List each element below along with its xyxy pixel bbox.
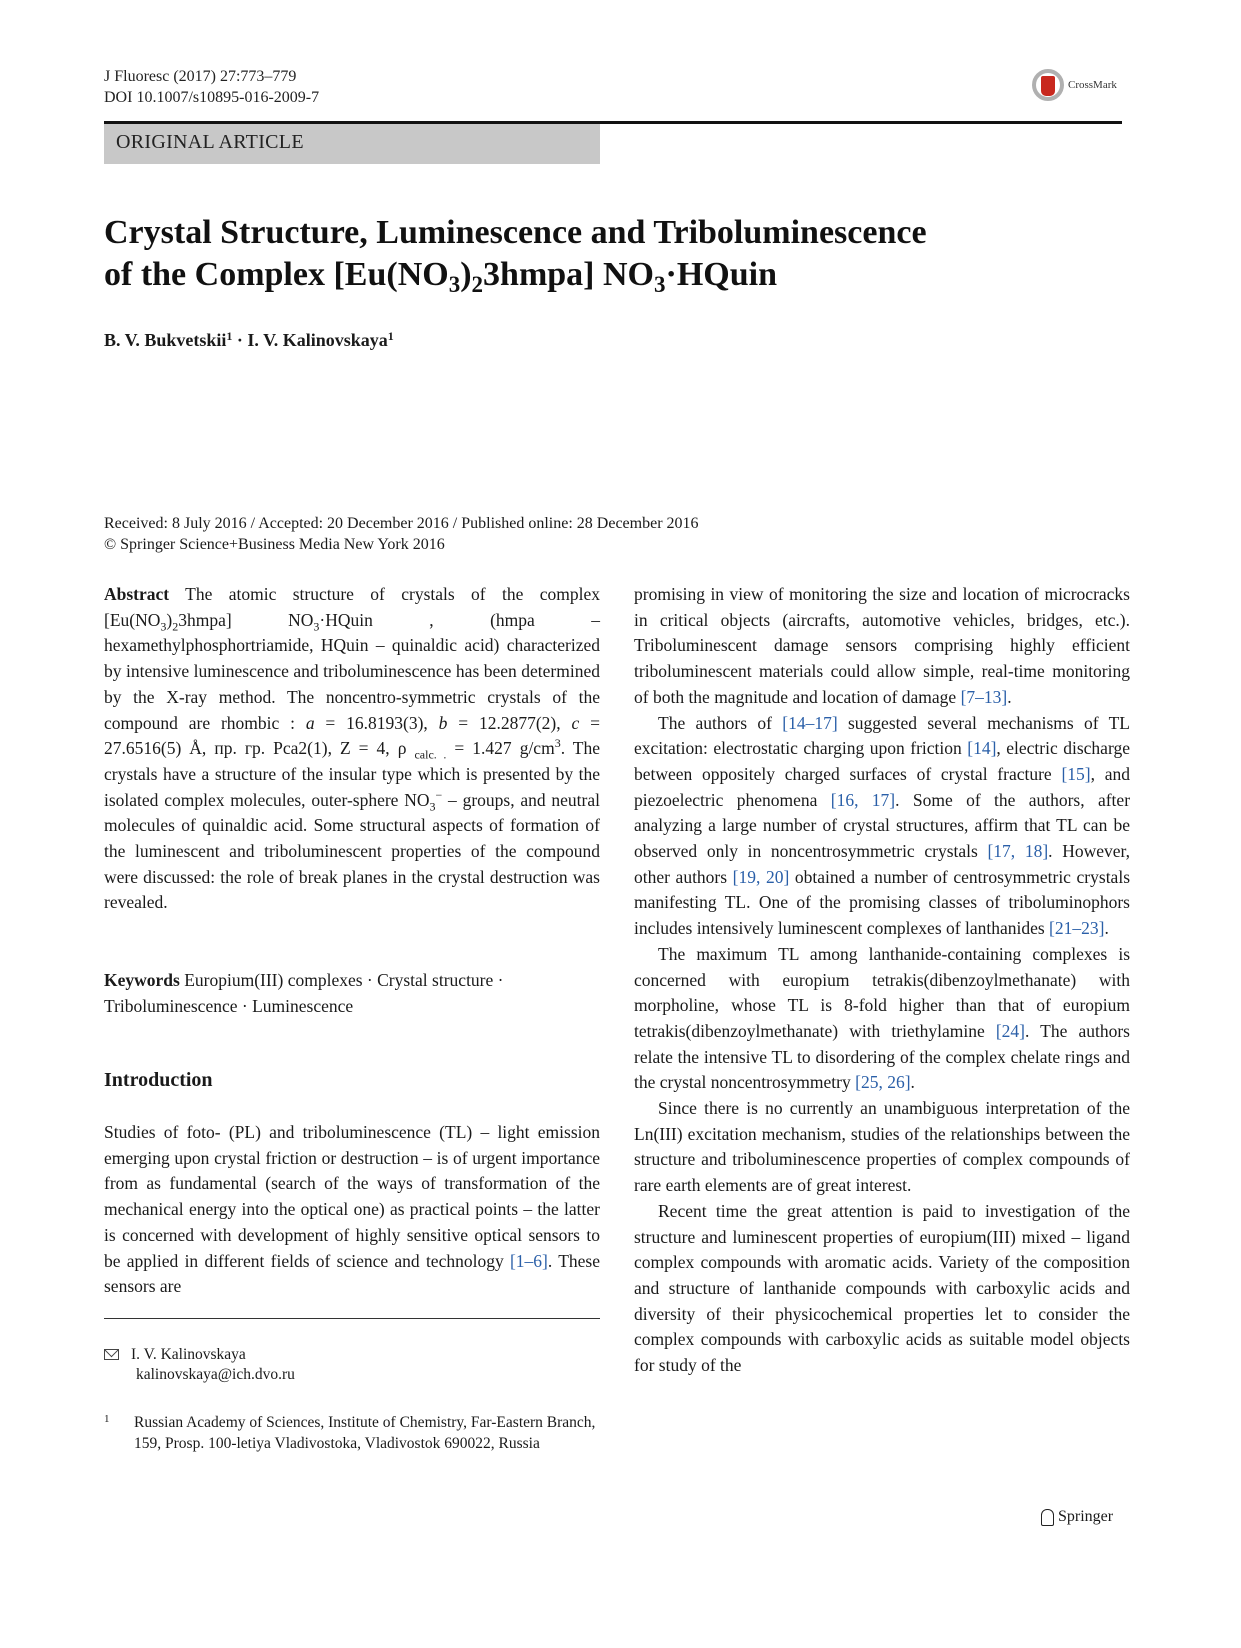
author-affiliation-mark: 1 [387, 329, 394, 343]
citation-link[interactable]: [14–17] [782, 712, 838, 733]
citation-link[interactable]: [25, 26] [855, 1072, 911, 1093]
introduction-heading: Introduction [104, 1069, 213, 1091]
publication-dates [104, 513, 699, 555]
author-list [104, 329, 394, 351]
publisher-logo [1041, 1508, 1113, 1526]
corresponding-author [104, 1345, 295, 1385]
keywords [104, 968, 600, 1019]
abstract-label: Abstract [104, 584, 170, 604]
author-separator: · [232, 330, 248, 350]
journal-info [104, 66, 319, 108]
citation-link[interactable]: [15] [1061, 763, 1091, 784]
author-name[interactable]: I. V. Kalinovskaya [247, 330, 388, 350]
crossmark-icon [1032, 69, 1064, 101]
publisher-name: Springer [1058, 1508, 1114, 1525]
citation-link[interactable]: [24] [995, 1020, 1025, 1041]
citation-link[interactable]: [1–6] [509, 1250, 548, 1271]
author-name[interactable]: B. V. Bukvetskii [104, 330, 227, 350]
footnote-rule [104, 1318, 600, 1319]
citation-link[interactable]: [7–13] [960, 686, 1008, 707]
title-line-1: Crystal Structure, Luminescence and Triboluminescence [104, 214, 927, 251]
article-title [104, 212, 1064, 296]
keywords-label: Keywords [104, 970, 180, 990]
affiliation-text: Russian Academy of Sciences, Institute of Chemistry, Far-Eastern Branch, 159, Prosp. 100-letiya Vladivostoka, Vladivostok 690022, Russia [134, 1414, 596, 1452]
citation-link[interactable]: [14] [967, 738, 997, 759]
affiliation-footnote [104, 1412, 600, 1454]
citation-link[interactable]: [19, 20] [732, 866, 790, 887]
citation-link[interactable]: [17, 18] [987, 841, 1049, 862]
journal-citation: J Fluoresc (2017) 27:773–779 [104, 68, 297, 85]
introduction-text: Studies of foto- (PL) and triboluminescence (TL) – light emission emerging upon crystal friction or destruction – is of urgent importance from as fundamental (search of the ways of transformation of the mechanical energy into the optical one) as practical points – the latter is concerned with development of highly sensitive optical sensors to be applied in different fields of science and technology [1–6]. These sensors are [104, 1122, 601, 1297]
paragraph: The authors of [14–17] suggested several mechanisms of TL excitation: electrostatic charging upon friction [14], electric discharge between oppositely charged surfaces of crystal fracture [15], and piezoelectric phenomena [16, 17]. Some of the authors, after analyzing a large number of crystal structures, affirm that TL can be observed only in noncentrosymmetric crystals [17, 18]. However, other authors [19, 20] obtained a number of centrosymmetric crystals manifesting TL. One of the promising classes of triboluminophors includes intensively luminescent complexes of lanthanides [21–23]. [634, 712, 1131, 939]
contact-email[interactable]: kalinovskaya@ich.dvo.ru [136, 1366, 295, 1383]
paragraph: The maximum TL among lanthanide-containing complexes is concerned with europium tetrakis(dibenzoylmethanate) with morpholine, whose TL is 8-fold higher than that of europium tetrakis(dibenzoylmethanate) with triethylamine [24]. The authors relate the intensive TL to disordering of the complex chelate rings and the crystal noncentrosymmetry [25, 26]. [634, 943, 1130, 1093]
paragraph: promising in view of monitoring the size and location of microcracks in critical objects (aircrafts, automotive vehicles, bridges, etc.). Triboluminescent damage sensors comprising highly efficient triboluminescent materials could allow simple, real-time monitoring of both the magnitude and location of damage [7–13]. [634, 584, 1130, 707]
crossmark-label: CrossMark [1068, 79, 1117, 91]
envelope-icon [104, 1349, 119, 1360]
crossmark-badge[interactable] [1032, 69, 1117, 101]
paragraph: Since there is no currently an unambiguous interpretation of the Ln(III) excitation mechanism, studies of the relationships between the structure and triboluminescence properties of complex compounds of rare earth elements are of great interest. [634, 1098, 1130, 1196]
doi[interactable]: DOI 10.1007/s10895-016-2009-7 [104, 89, 320, 106]
copyright-line: © Springer Science+Business Media New York 2016 [104, 536, 445, 553]
author-affiliation-mark: 1 [226, 329, 233, 343]
section-label: ORIGINAL ARTICLE [116, 131, 304, 153]
right-column-text [634, 582, 1130, 1379]
abstract: Abstract The atomic structure of crystals of the complex $[Eu(NO_3)_23hmpa]$ $NO_3\cdot HQuin$ , (hmpa – hexamethylphosphortriamide, HQuin – quinaldic acid) characterized by intensive luminescence and triboluminescence has been determined by the X-ray method. The noncentro-symmetric crystals of the compound are rhombic : a = 16.8193(3), b = 12.2877(2), c = 27.6516(5) Å, пр. гр. Pca2(1), Z = 4, ρ $_{calc. .}$ = 1.427 $g/cm^3$. The crystals have a structure of the insular type which is presented by the isolated complex molecules, outer-sphere $NO_3^-$ – groups, and neutral molecules of quinaldic acid. Some structural aspects of formation of the luminescent and triboluminescent properties of the compound were discussed: the role of break planes in the crystal destruction was revealed. [104, 584, 600, 913]
dates-line: Received: 8 July 2016 / Accepted: 20 December 2016 / Published online: 28 December 2016 [104, 515, 699, 532]
citation-link[interactable]: [21–23] [1049, 918, 1105, 939]
keywords-text: Europium(III) complexes · Crystal structure · Triboluminescence · Luminescence [104, 970, 504, 1016]
affiliation-number: 1 [104, 1413, 110, 1425]
citation-link[interactable]: [16, 17] [830, 789, 896, 810]
contact-name: I. V. Kalinovskaya [131, 1346, 246, 1363]
springer-horse-icon [1041, 1509, 1054, 1526]
title-line-2: of the Complex $[Eu(NO_3)_23hmpa]$ $NO_3\cdot HQuin$ [104, 256, 777, 297]
paragraph: Recent time the great attention is paid to investigation of the structure and luminescent properties of europium(III) mixed – ligand complex compounds with aromatic acids. Variety of the composition and structure of lanthanide compounds with carboxylic acids and diversity of their physicochemical properties let to consider the complex compounds with carboxylic acids as suitable model objects for study of the [634, 1200, 1130, 1376]
